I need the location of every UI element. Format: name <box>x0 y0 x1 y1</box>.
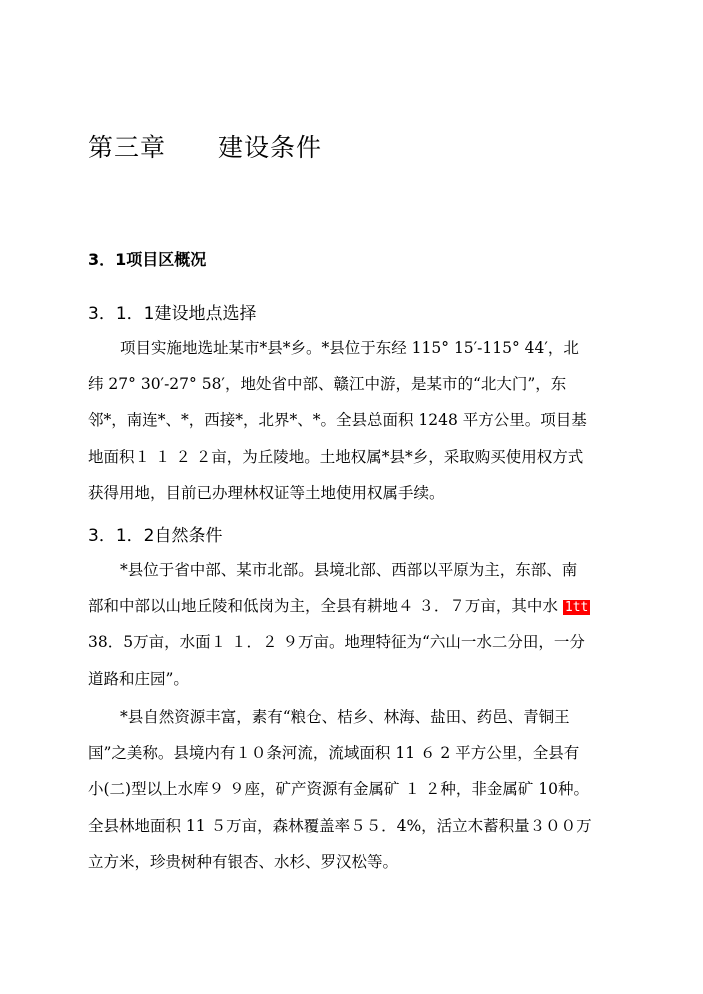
subsection-heading-1: 3．1．1建设地点选择 <box>88 304 257 324</box>
paragraph-line: *县自然资源丰富，素有“粮仓、桔乡、林海、盐田、药邑、青铜王 <box>120 708 570 726</box>
highlighted-text: 1tt <box>564 600 589 615</box>
paragraph-line: 道路和庄园”。 <box>88 670 189 688</box>
paragraph-line: 获得用地，目前已办理林权证等土地使用权属手续。 <box>88 484 445 502</box>
paragraph-line <box>88 596 590 618</box>
chapter-heading <box>88 128 322 164</box>
paragraph-line: 小(二)型以上水库９ ９座，矿产资源有金属矿 １ ２种，非金属矿 10种。 <box>88 780 590 798</box>
chapter-number: 第三章 <box>88 133 167 162</box>
paragraph-line: 38．5万亩，水面１ １．２ ９万亩。地理特征为“六山一水二分田，一分 <box>88 633 585 651</box>
chapter-title: 建设条件 <box>218 133 323 162</box>
paragraph-line: 项目实施地选址某市*县*乡。*县位于东经 115° 15′-115° 44′，北 <box>120 339 579 357</box>
paragraph-line: *县位于省中部、某市北部。县境北部、西部以平原为主，东部、南 <box>120 561 578 579</box>
subsection-heading-2: 3．1．2自然条件 <box>88 526 223 546</box>
paragraph-line: 纬 27° 30′-27° 58′，地处省中部、赣江中游，是某市的“北大门”，东 <box>88 375 567 393</box>
paragraph-line: 全县林地面积 11 ５万亩，森林覆盖率５５．4%，活立木蓄积量３００万 <box>88 817 592 835</box>
section-heading: 3．1项目区概况 <box>88 250 207 269</box>
paragraph-line: 邻*，南连*、*，西接*，北界*、*。全县总面积 1248 平方公里。项目基 <box>88 411 587 429</box>
paragraph-line: 国”之美称。县境内有１０条河流，流域面积 11 ６ 2 平方公里，全县有 <box>88 744 580 762</box>
paragraph-line: 地面积１ １ ２ ２亩，为丘陵地。土地权属*县*乡，采取购买使用权方式 <box>88 448 584 466</box>
paragraph-line: 立方米，珍贵树种有银杏、水杉、罗汉松等。 <box>88 853 399 871</box>
paragraph-text: 部和中部以山地丘陵和低岗为主，全县有耕地４ ３．７万亩，其中水 <box>88 597 558 615</box>
